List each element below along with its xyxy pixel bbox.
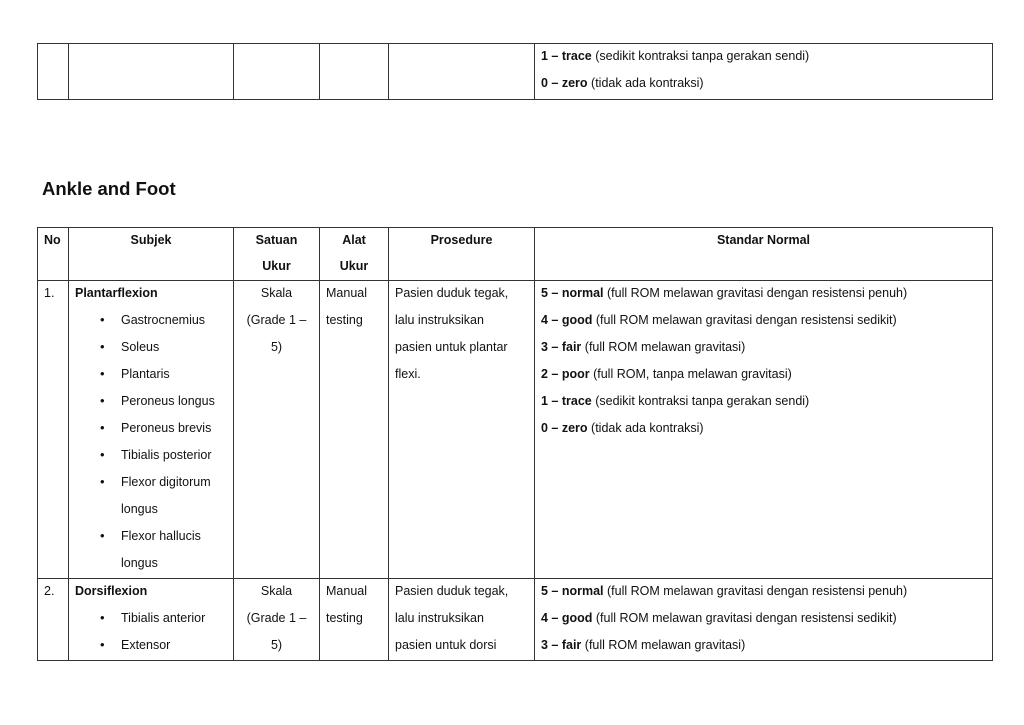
list-item: • Peroneus longus (75, 389, 227, 416)
list-item: • Tibialis posterior (75, 443, 227, 470)
standar-line: 0 – zero (tidak ada kontraksi) (541, 421, 704, 435)
cell-satuan: Skala (Grade 1 – 5) (234, 281, 320, 579)
list-item: • Plantaris (75, 362, 227, 389)
standar-line: 3 – fair (full ROM melawan gravitasi) (541, 638, 746, 652)
standar-line: 4 – good (full ROM melawan gravitasi dengan resistensi sedikit) (541, 313, 897, 327)
subject-title: Plantarflexion (75, 286, 158, 300)
standar-line: 5 – normal (full ROM melawan gravitasi dengan resistensi penuh) (541, 286, 908, 300)
header-satuan: Satuan Ukur (234, 228, 320, 281)
header-subjek: Subjek (69, 228, 234, 281)
header-prosedure: Prosedure (389, 228, 535, 281)
cell-prosedure (389, 44, 535, 100)
cell-standar (535, 281, 993, 579)
bullet-icon: • (100, 528, 105, 543)
list-item: • Gastrocnemius (75, 308, 227, 335)
standar-line: 4 – good (full ROM melawan gravitasi dengan resistensi sedikit) (541, 611, 897, 625)
bullet-icon: • (100, 637, 105, 652)
cell-subjek (69, 281, 234, 579)
previous-table-continuation (37, 43, 993, 100)
standar-line: 3 – fair (full ROM melawan gravitasi) (541, 340, 746, 354)
header-standar: Standar Normal (535, 228, 993, 281)
cell-no: 1. (38, 281, 69, 579)
table-row (38, 281, 993, 579)
list-item: • Soleus (75, 335, 227, 362)
cell-standar (535, 579, 993, 661)
cell-no (38, 44, 69, 100)
list-item: • Peroneus brevis (75, 416, 227, 443)
standar-line: 5 – normal (full ROM melawan gravitasi dengan resistensi penuh) (541, 584, 908, 598)
ankle-foot-table (37, 227, 993, 661)
list-item: • Extensor (75, 633, 227, 660)
bullet-icon: • (100, 339, 105, 354)
cell-satuan (234, 44, 320, 100)
list-item: • Tibialis anterior (75, 606, 227, 633)
bullet-icon: • (100, 366, 105, 381)
standar-line: 1 – trace (sedikit kontraksi tanpa gerakan sendi) (541, 49, 810, 63)
standar-line: 2 – poor (full ROM, tanpa melawan gravitasi) (541, 367, 792, 381)
cell-standar (535, 44, 993, 100)
cell-alat (320, 44, 389, 100)
list-item-continuation: longus (121, 556, 158, 570)
list-item: • Flexor digitorum (75, 470, 227, 497)
cell-subjek (69, 579, 234, 661)
cell-satuan: Skala (Grade 1 – 5) (234, 579, 320, 661)
bullet-icon: • (100, 312, 105, 327)
cell-prosedure: Pasien duduk tegak, lalu instruksikan pasien untuk dorsi (389, 579, 535, 661)
cell-no: 2. (38, 579, 69, 661)
bullet-icon: • (100, 447, 105, 462)
header-no: No (38, 228, 69, 281)
subject-title: Dorsiflexion (75, 584, 148, 598)
cell-alat: Manual testing (320, 281, 389, 579)
table-header-row (38, 228, 993, 281)
standar-line: 1 – trace (sedikit kontraksi tanpa gerakan sendi) (541, 394, 810, 408)
cell-subjek (69, 44, 234, 100)
list-item-continuation: longus (121, 502, 158, 516)
table-row (38, 579, 993, 661)
list-item: • Flexor hallucis (75, 524, 227, 551)
section-title: Ankle and Foot (42, 178, 176, 199)
cell-prosedure: Pasien duduk tegak, lalu instruksikan pasien untuk plantar flexi. (389, 281, 535, 579)
cell-alat: Manual testing (320, 579, 389, 661)
standar-line: 0 – zero (tidak ada kontraksi) (541, 76, 704, 90)
bullet-icon: • (100, 474, 105, 489)
header-alat: Alat Ukur (320, 228, 389, 281)
table-row (38, 44, 993, 100)
bullet-icon: • (100, 393, 105, 408)
bullet-icon: • (100, 610, 105, 625)
bullet-icon: • (100, 420, 105, 435)
